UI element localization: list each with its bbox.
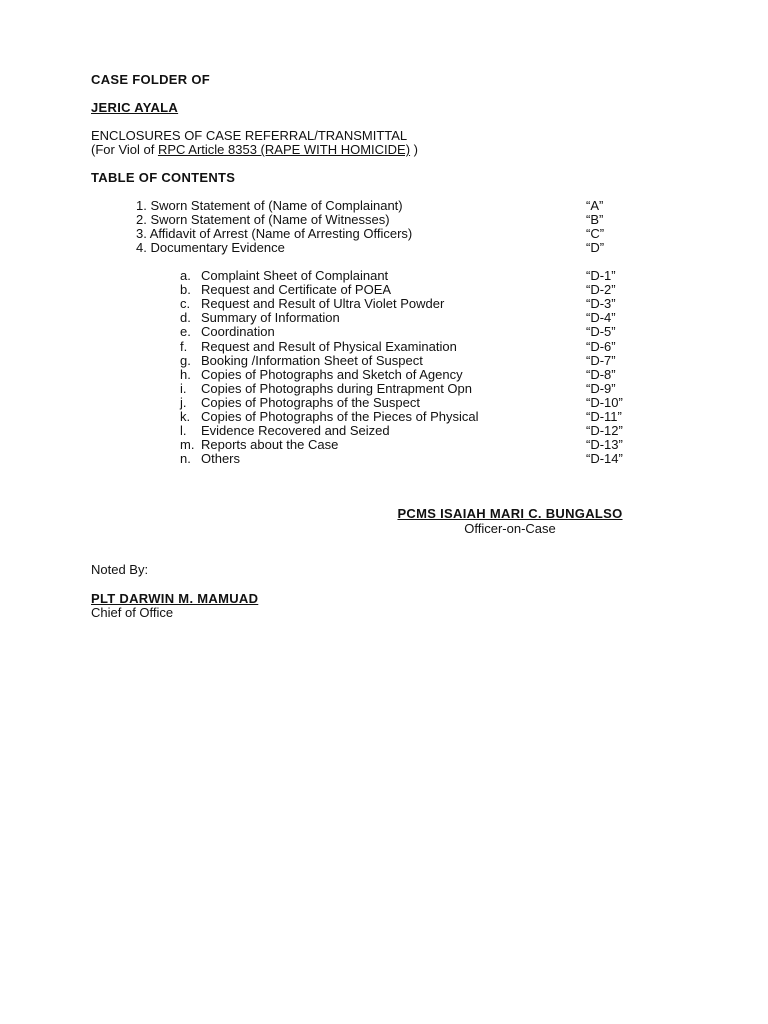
- documentary-item-row: [180, 438, 660, 452]
- documentary-item-label: Complaint Sheet of Complainant: [201, 268, 389, 283]
- signatory-title: Officer-on-Case: [464, 521, 556, 536]
- signatory-block: [384, 506, 636, 536]
- documentary-item-row: [180, 452, 660, 466]
- documentary-item-code: “D-8”: [586, 366, 616, 382]
- documentary-item-marker: k.: [180, 409, 191, 424]
- toc-row-code: “D”: [586, 240, 605, 255]
- documentary-item-label: Booking /Information Sheet of Suspect: [201, 352, 423, 368]
- documentary-item-marker: i.: [180, 380, 187, 396]
- documentary-item-label: Others: [201, 451, 241, 467]
- subject-name: JERIC AYALA: [91, 100, 179, 115]
- documentary-item-marker: g.: [180, 352, 191, 368]
- documentary-item-marker: n.: [180, 451, 191, 467]
- documentary-item-code: “D-14”: [586, 451, 623, 467]
- documentary-item-label: Evidence Recovered and Seized: [201, 423, 390, 439]
- documentary-item-label: Reports about the Case: [201, 437, 339, 453]
- noted-by-title: Chief of Office: [91, 605, 174, 620]
- documentary-item-label: Copies of Photographs and Sketch of Agency: [201, 366, 463, 382]
- documentary-item-row: [180, 368, 660, 382]
- toc-row-label: 2. Sworn Statement of (Name of Witnesses): [136, 212, 390, 227]
- documentary-item-code: “D-5”: [586, 324, 616, 340]
- documentary-item-code: “D-9”: [586, 380, 616, 396]
- documentary-item-row: [180, 311, 660, 325]
- documentary-item-code: “D-11”: [586, 409, 622, 424]
- toc-row-label: 3. Affidavit of Arrest (Name of Arresting Officers): [136, 226, 413, 241]
- documentary-item-label: Coordination: [201, 324, 275, 340]
- toc-title: TABLE OF CONTENTS: [91, 170, 236, 185]
- signatory-name: PCMS ISAIAH MARI C. BUNGALSO: [397, 506, 623, 521]
- documentary-item-row: [180, 424, 660, 438]
- violation-text: RPC Article 8353 (RAPE WITH HOMICIDE): [157, 142, 411, 157]
- documentary-item-label: Request and Result of Ultra Violet Powder: [201, 296, 445, 312]
- violation-line: [91, 143, 418, 157]
- case-folder-label: CASE FOLDER OF: [91, 72, 211, 87]
- toc-row-label: 1. Sworn Statement of (Name of Complainant): [136, 198, 403, 213]
- documentary-item-label: Copies of Photographs of the Suspect: [201, 394, 420, 410]
- documentary-item-marker: f.: [180, 338, 188, 354]
- documentary-item-marker: e.: [180, 324, 191, 340]
- documentary-item-marker: d.: [180, 310, 191, 326]
- documentary-item-row: [180, 269, 660, 283]
- documentary-item-label: Summary of Information: [201, 310, 340, 326]
- documentary-item-label: Request and Result of Physical Examination: [201, 338, 457, 354]
- documentary-item-code: “D-1”: [586, 268, 616, 283]
- documentary-item-marker: h.: [180, 366, 191, 382]
- documentary-item-row: [180, 297, 660, 311]
- documentary-item-row: [180, 410, 660, 424]
- documentary-item-code: “D-12”: [586, 423, 623, 439]
- documentary-item-code: “D-13”: [586, 437, 623, 453]
- toc-row-code: “A”: [586, 198, 604, 213]
- documentary-item-marker: c.: [180, 296, 191, 312]
- documentary-item-label: Copies of Photographs of the Pieces of Physical: [201, 409, 479, 424]
- toc-row-code: “B”: [586, 212, 604, 227]
- documentary-item-marker: b.: [180, 282, 191, 298]
- documentary-item-row: [180, 340, 660, 354]
- documentary-item-code: “D-2”: [586, 282, 616, 298]
- toc-row: [136, 241, 656, 255]
- toc-row-code: “C”: [586, 226, 605, 241]
- documentary-item-code: “D-3”: [586, 296, 616, 312]
- toc-row: [136, 227, 656, 241]
- documentary-item-label: Copies of Photographs during Entrapment Opn: [201, 380, 473, 396]
- toc-row-label: 4. Documentary Evidence: [136, 240, 285, 255]
- documentary-item-row: [180, 354, 660, 368]
- documentary-item-marker: j.: [180, 394, 187, 410]
- violation-prefix: (For Viol of: [91, 142, 158, 157]
- toc-row: [136, 213, 656, 227]
- documentary-item-label: Request and Certificate of POEA: [201, 282, 392, 298]
- noted-by-name: PLT DARWIN M. MAMUAD: [91, 591, 259, 606]
- documentary-item-row: [180, 396, 660, 410]
- documentary-item-code: “D-10”: [586, 394, 623, 410]
- documentary-item-marker: a.: [180, 268, 191, 283]
- documentary-item-code: “D-6”: [586, 338, 616, 354]
- documentary-item-row: [180, 325, 660, 339]
- documentary-item-code: “D-4”: [586, 310, 616, 326]
- documentary-item-row: [180, 382, 660, 396]
- violation-suffix: ): [410, 142, 419, 157]
- enclosures-title: ENCLOSURES OF CASE REFERRAL/TRANSMITTAL: [91, 128, 408, 143]
- documentary-item-marker: m.: [180, 437, 195, 453]
- noted-by-label: Noted By:: [91, 562, 149, 577]
- documentary-item-row: [180, 283, 660, 297]
- documentary-item-marker: l.: [180, 423, 187, 439]
- documentary-item-code: “D-7”: [586, 352, 616, 368]
- toc-row: [136, 199, 656, 213]
